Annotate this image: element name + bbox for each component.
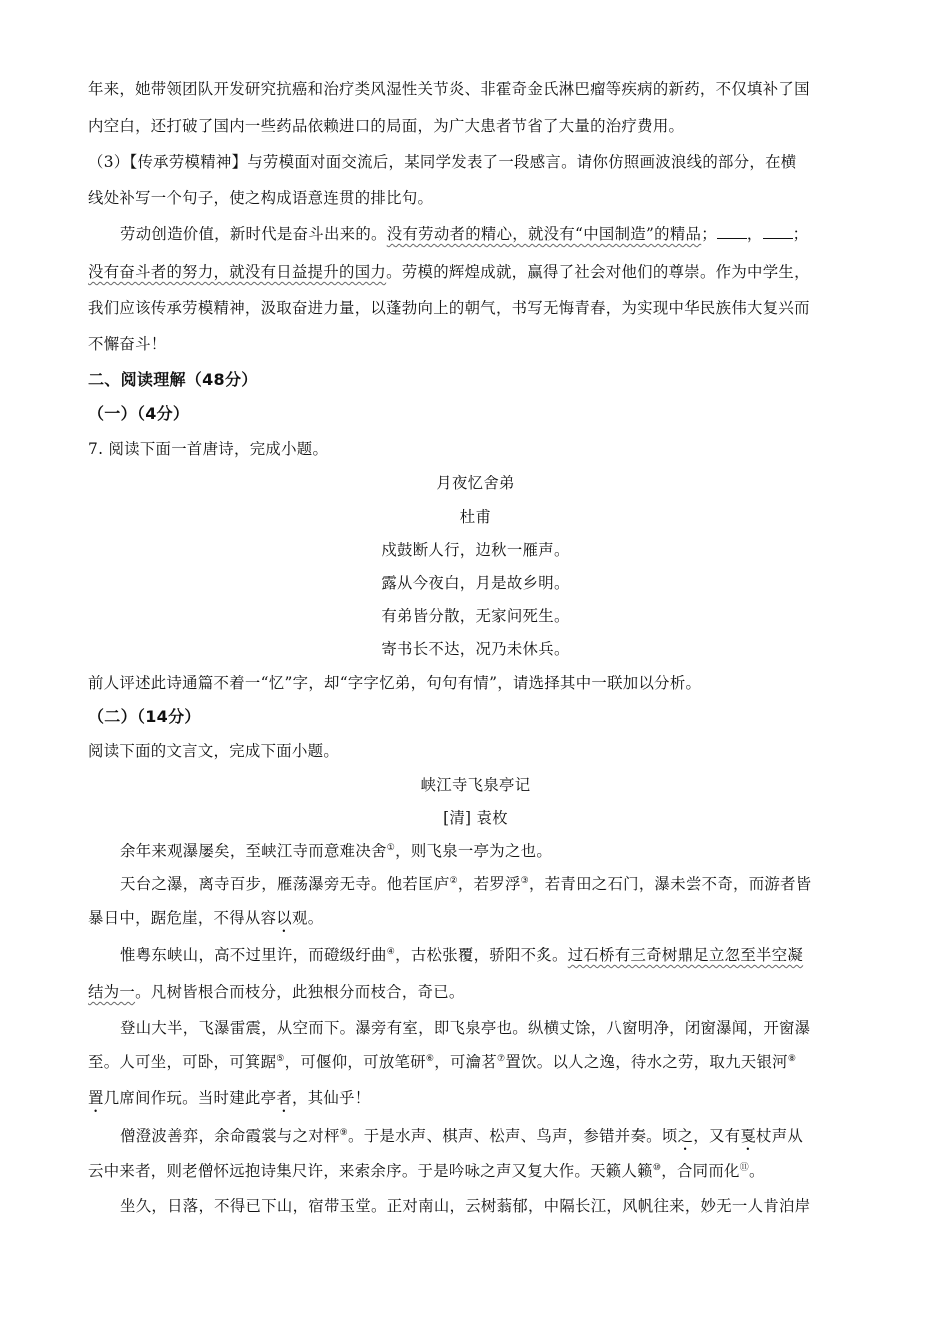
footnote-marker: ③ (520, 875, 530, 886)
passage-text: 。劳模的辉煌成就，赢得了社会对他们的尊崇。作为中学生， (386, 263, 810, 281)
essay-text: ，又有 (693, 1127, 741, 1145)
wavy-underlined-sentence-2: 没有奋斗者的努力，就没有日益提升的国力 (88, 263, 387, 281)
passage-line-4: 不懈奋斗！ (88, 335, 167, 353)
essay-paragraph-4-line-2 (88, 1052, 863, 1072)
essay-paragraph-5-line-2 (88, 1161, 863, 1181)
footnote-marker: ⑥ (425, 1053, 435, 1064)
part-1-heading: （一）（4分） (88, 404, 190, 423)
essay-text: ，若青田之石门，瀑未尝不奇，而游者皆 (529, 875, 812, 893)
answer-blank-1[interactable] (717, 224, 747, 239)
essay-text: 。 (749, 1162, 765, 1180)
footnote-marker: ② (449, 875, 458, 886)
punct: ， (746, 225, 763, 243)
punct: ； (792, 225, 809, 243)
essay-paragraph-3-line-1 (120, 945, 863, 965)
passage-line-3: 我们应该传承劳模精神，汲取奋进力量，以蓬勃向上的朝气，书写无悔青春，为实现中华民族伟大复兴而 (88, 299, 810, 317)
part-2-heading: （二）（14分） (88, 707, 201, 726)
essay-text: ，可偃仰，可放笔研 (284, 1053, 426, 1071)
essay-text: 云中来者，则老僧怀远抱诗集尺许，来索余序。于是吟咏之声又复大作。天籁人籁 (88, 1162, 653, 1180)
essay-text: ，古松张覆，骄阳不炙。 (395, 946, 568, 964)
essay-paragraph-1 (120, 841, 863, 861)
punct: ； (701, 225, 717, 243)
essay-text: 暴日中，踞危崖，不得从容 (88, 909, 277, 927)
essay-text: 余年来观瀑屡矣，至峡江寺而意难决舍 (120, 842, 387, 860)
wavy-underlined-sentence: 过石桥有三奇树鼎足立忽至半空凝 (567, 946, 804, 964)
passage-line-2 (88, 262, 863, 282)
emphasized-word: 以 (276, 909, 292, 927)
essay-text: ，其仙乎！ (292, 1089, 371, 1107)
footnote-marker: ④ (386, 946, 396, 957)
passage-line-1 (120, 224, 863, 244)
answer-blank-2[interactable] (763, 224, 793, 239)
question-3-line-2: 线处补写一个句子，使之构成语意连贯的排比句。 (88, 189, 434, 207)
wavy-underlined-sentence: 没有劳动者的精心，就没有“中国制造”的精品 (386, 225, 702, 243)
emphasized-word: 之 (677, 1127, 694, 1145)
footnote-marker: ⑨ (339, 1127, 349, 1138)
essay-paragraph-4-line-3 (88, 1088, 863, 1116)
poem-question: 前人评述此诗通篇不着一“忆”字，却“字字忆弟，句句有情”，请选择其中一联加以分析。 (88, 674, 702, 692)
question-3-line-1: （3）【传承劳模精神】与劳模面对面交流后，某同学发表了一段感言。请你仿照画波浪线的部分，在横 (88, 153, 797, 171)
essay-text: 僧澄波善弈，余命霞裳与之对枰 (120, 1127, 340, 1145)
wavy-underlined-sentence: 结为一 (88, 983, 136, 1001)
essay-text: 几席间作玩。当时建此亭 (103, 1089, 277, 1107)
emphasized-word: 戛 (740, 1127, 757, 1145)
poem-line-4: 寄书长不达，况乃未休兵。 (381, 640, 570, 658)
essay-text: ，可瀹茗 (434, 1053, 498, 1071)
essay-text: 置饮。以人之逸，待水之劳，取九天银河 (505, 1053, 788, 1071)
passage-text: 劳动创造价值，新时代是奋斗出来的。 (120, 225, 387, 243)
essay-paragraph-3-line-2 (88, 982, 863, 1002)
essay-paragraph-5-line-1 (120, 1126, 863, 1154)
footnote-marker: ⑩ (652, 1162, 662, 1173)
essay-text: 惟粤东峡山，高不过里许，而磴级纡曲 (120, 946, 387, 964)
essay-paragraph-4-line-1: 登山大半，飞瀑雷震，从空而下。瀑旁有室，即飞泉亭也。纵横丈馀，八窗明净，闭窗瀑闻，开窗瀑 (120, 1019, 811, 1037)
essay-paragraph-6-line-1: 坐久，日落，不得已下山，宿带玉堂。正对南山，云树蓊郁，中隔长江，风帆往来，妙无一人肯泊岸 (120, 1197, 811, 1215)
poem-line-3: 有弟皆分散，无家问死生。 (381, 607, 570, 625)
essay-text: 。凡树皆根合而枝分，此独根分而枝合，奇已。 (135, 983, 465, 1001)
footnote-marker: ⑦ (497, 1053, 506, 1064)
essay-paragraph-2-line-1 (120, 874, 863, 894)
essay-title: 峡江寺飞泉亭记 (420, 776, 531, 794)
poem-title: 月夜忆舍弟 (436, 474, 515, 492)
part-2-intro: 阅读下面的文言文，完成下面小题。 (88, 742, 340, 760)
essay-text: ，若罗浮 (457, 875, 521, 893)
essay-text: 观。 (292, 909, 324, 927)
section-2-heading: 二、阅读理解（48分） (88, 370, 258, 389)
footnote-marker: ⑧ (787, 1053, 797, 1064)
poem-author: 杜甫 (459, 508, 492, 526)
essay-text: 。于是水声、棋声、松声、鸟声，参错并奏。顷 (348, 1127, 678, 1145)
emphasized-word: 置 (88, 1089, 104, 1107)
essay-text: ，合同而化 (661, 1162, 740, 1180)
essay-text: 杖声从 (756, 1127, 804, 1145)
continuation-line-1: 年来，她带领团队开发研究抗癌和治疗类风湿性关节炎、非霍奇金氏淋巴瘤等疾病的新药，不仅填补了国 (88, 80, 810, 98)
footnote-marker: ⑪ (739, 1162, 750, 1173)
continuation-line-2: 内空白，还打破了国内一些药品依赖进口的局面，为广大患者节省了大量的治疗费用。 (88, 117, 685, 135)
poem-line-2: 露从今夜白，月是故乡明。 (381, 574, 570, 592)
essay-text: 至。人可坐，可卧，可箕踞 (88, 1053, 277, 1071)
question-7-prompt: 7. 阅读下面一首唐诗，完成小题。 (88, 440, 329, 458)
essay-text: 天台之瀑，离寺百步，雁荡瀑旁无寺。他若匡庐 (120, 875, 450, 893)
essay-text: ，则飞泉一亭为之也。 (395, 842, 553, 860)
poem-line-1: 戍鼓断人行，边秋一雁声。 (381, 541, 570, 559)
footnote-marker: ⑤ (276, 1053, 285, 1064)
emphasized-word: 者 (276, 1089, 293, 1107)
essay-paragraph-2-line-2 (88, 908, 863, 936)
essay-author: [清] 袁枚 (443, 809, 508, 827)
footnote-marker: ① (386, 842, 396, 853)
